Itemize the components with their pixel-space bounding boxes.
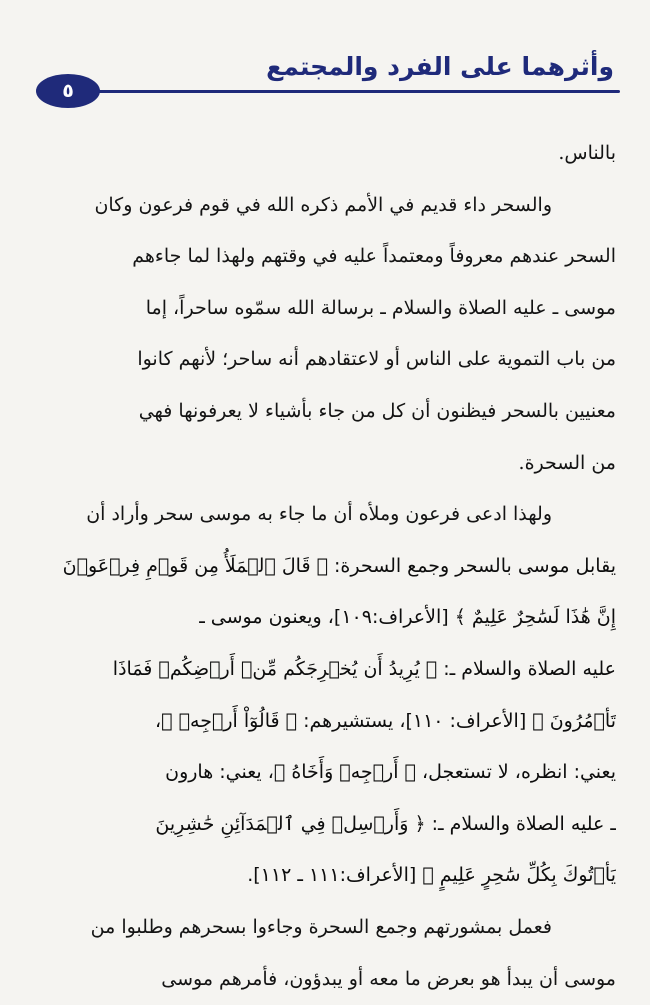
quran-quote-line: عليه الصلاة والسلام ـ: ﴿ يُرِيدُ أَن يُخۡرِجَكُم مِّنۡ أَرۡضِكُمۡ فَمَاذَا	[34, 644, 616, 696]
page-header	[28, 52, 620, 112]
quran-quote-line: يَأۡتُوكَ بِكُلِّ سَٰحِرٍ عَلِيمٍ ﴾ [الأعراف:١١١ ـ ١١٢].	[34, 850, 616, 902]
text-line: بالناس.	[34, 128, 616, 180]
text-line: من باب التموية على الناس أو لاعتقادهم أنه ساحر؛ لأنهم كانوا	[34, 334, 616, 386]
quran-quote-line: تَأۡمُرُونَ ﴾ [الأعراف: ١١٠]، يستشيرهم: ﴿ قَالُوٓاْ أَرۡجِهۡ ﴾،	[34, 696, 616, 748]
page-number-badge	[36, 74, 100, 108]
paragraph-start-line: والسحر داء قديم في الأمم ذكره الله في قوم فرعون وكان	[34, 180, 616, 232]
running-title: وأثرهما على الفرد والمجتمع	[266, 52, 614, 81]
quran-quote-line: إِنَّ هَٰذَا لَسَٰحِرٌ عَلِيمٌ ﴾ [الأعراف:١٠٩]، ويعنون موسى ـ	[34, 592, 616, 644]
quran-quote-line: يقابل موسى بالسحر وجمع السحرة: ﴿ قَالَ ٱلۡمَلَأُ مِن قَوۡمِ فِرۡعَوۡنَ	[34, 541, 616, 593]
body-text	[34, 128, 616, 1005]
header-rule	[84, 90, 620, 93]
text-line: السحر عندهم معروفاً ومعتمداً عليه في وقتهم ولهذا لما جاءهم	[34, 231, 616, 283]
text-line: من السحرة.	[34, 438, 616, 490]
quran-quote-line: يعني: انظره، لا تستعجل، ﴿ أَرۡجِهۡ وَأَخَاهُ ﴾، يعني: هارون	[34, 747, 616, 799]
quran-quote-line: ـ عليه الصلاة والسلام ـ: ﴿ وَأَرۡسِلۡ فِي ٱلۡمَدَآئِنِ حَٰشِرِينَ	[34, 799, 616, 851]
page-number: ٥	[62, 82, 74, 101]
text-line: معنيين بالسحر فيظنون أن كل من جاء بأشياء لا يعرفونها فهي	[34, 386, 616, 438]
paragraph-start-line: ولهذا ادعى فرعون وملأه أن ما جاء به موسى سحر وأراد أن	[34, 489, 616, 541]
text-line: موسى ـ عليه الصلاة والسلام ـ برسالة الله سمّوه ساحراً، إما	[34, 283, 616, 335]
paragraph-start-line: فعمل بمشورتهم وجمع السحرة وجاءوا بسحرهم وطلبوا من	[34, 902, 616, 954]
text-line: موسى أن يبدأ هو بعرض ما معه أو يبدؤون، فأمرهم موسى	[34, 954, 616, 1005]
